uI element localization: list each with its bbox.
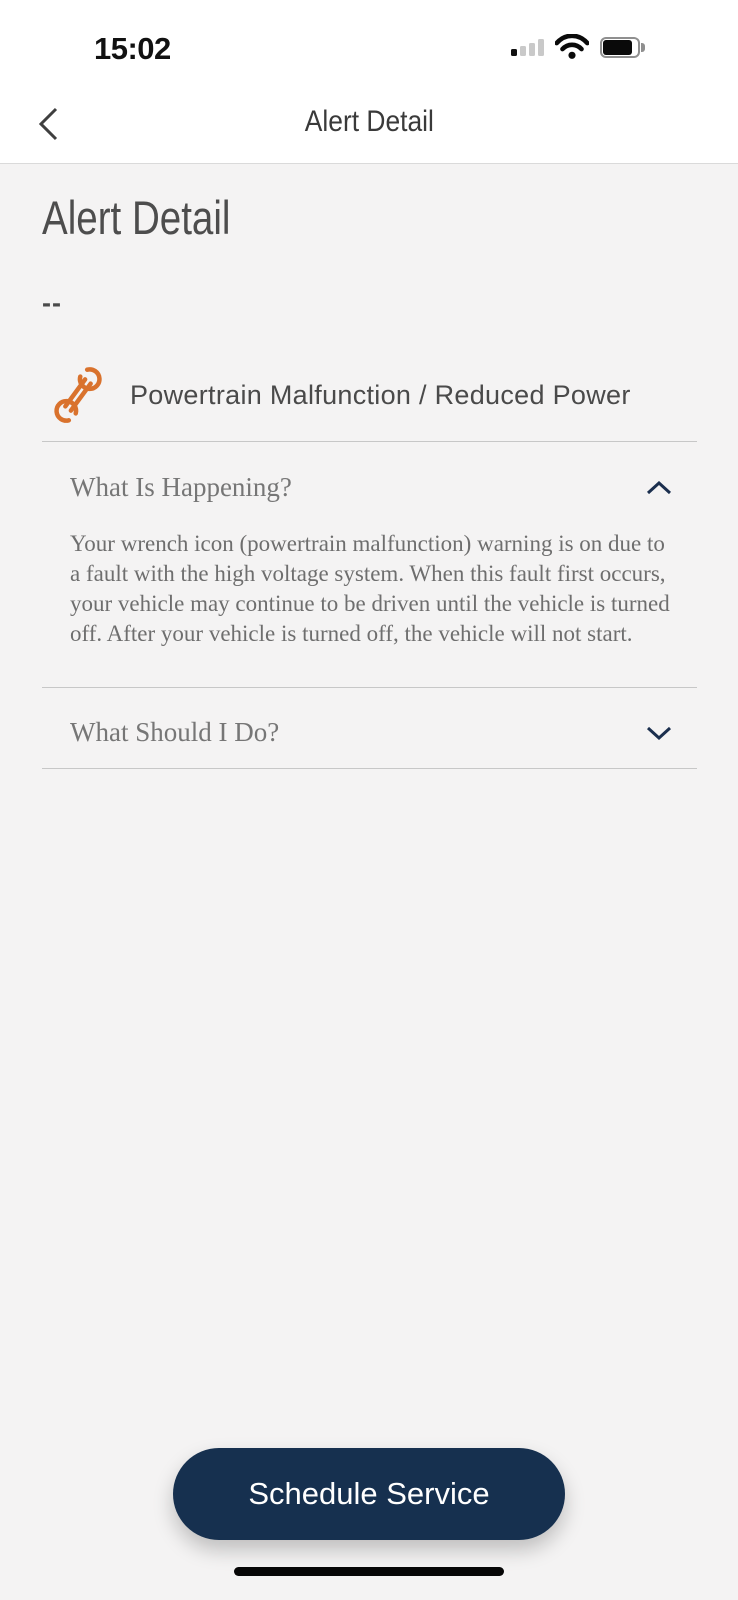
accordion bbox=[42, 442, 697, 649]
alert-timestamp: -- bbox=[42, 288, 62, 318]
schedule-service-button[interactable]: Schedule Service bbox=[173, 1448, 565, 1540]
status-time: 15:02 bbox=[94, 31, 171, 66]
status-bar bbox=[0, 0, 738, 80]
home-indicator[interactable] bbox=[234, 1567, 504, 1576]
wrench-icon bbox=[42, 359, 114, 431]
alert-summary-row bbox=[42, 359, 697, 431]
nav-title: Alert Detail bbox=[304, 105, 434, 138]
battery-icon bbox=[600, 37, 645, 58]
chevron-down-icon bbox=[646, 726, 672, 740]
cellular-signal-icon bbox=[511, 39, 544, 56]
chevron-up-icon bbox=[646, 481, 672, 495]
accordion-what-is-happening[interactable] bbox=[70, 442, 672, 503]
accordion bbox=[42, 688, 697, 768]
accordion-body-text: Your wrench icon (powertrain malfunction) warning is on due to a fault with the high voltage system. When this fault first occurs, your vehicle may continue to be driven until the vehicle is turned off. After your vehicle is turned off, the vehicle will not start. bbox=[70, 531, 670, 646]
alert-title: Powertrain Malfunction / Reduced Power bbox=[130, 379, 631, 410]
wifi-icon bbox=[555, 34, 589, 60]
nav-bar bbox=[0, 80, 738, 164]
status-icons bbox=[511, 30, 645, 64]
content-area bbox=[0, 164, 738, 769]
page-title: Alert Detail bbox=[42, 191, 231, 244]
accordion-title: What Is Happening? bbox=[70, 472, 292, 502]
divider bbox=[42, 768, 697, 769]
accordion-what-should-i-do[interactable] bbox=[70, 688, 672, 768]
accordion-title: What Should I Do? bbox=[70, 717, 280, 747]
